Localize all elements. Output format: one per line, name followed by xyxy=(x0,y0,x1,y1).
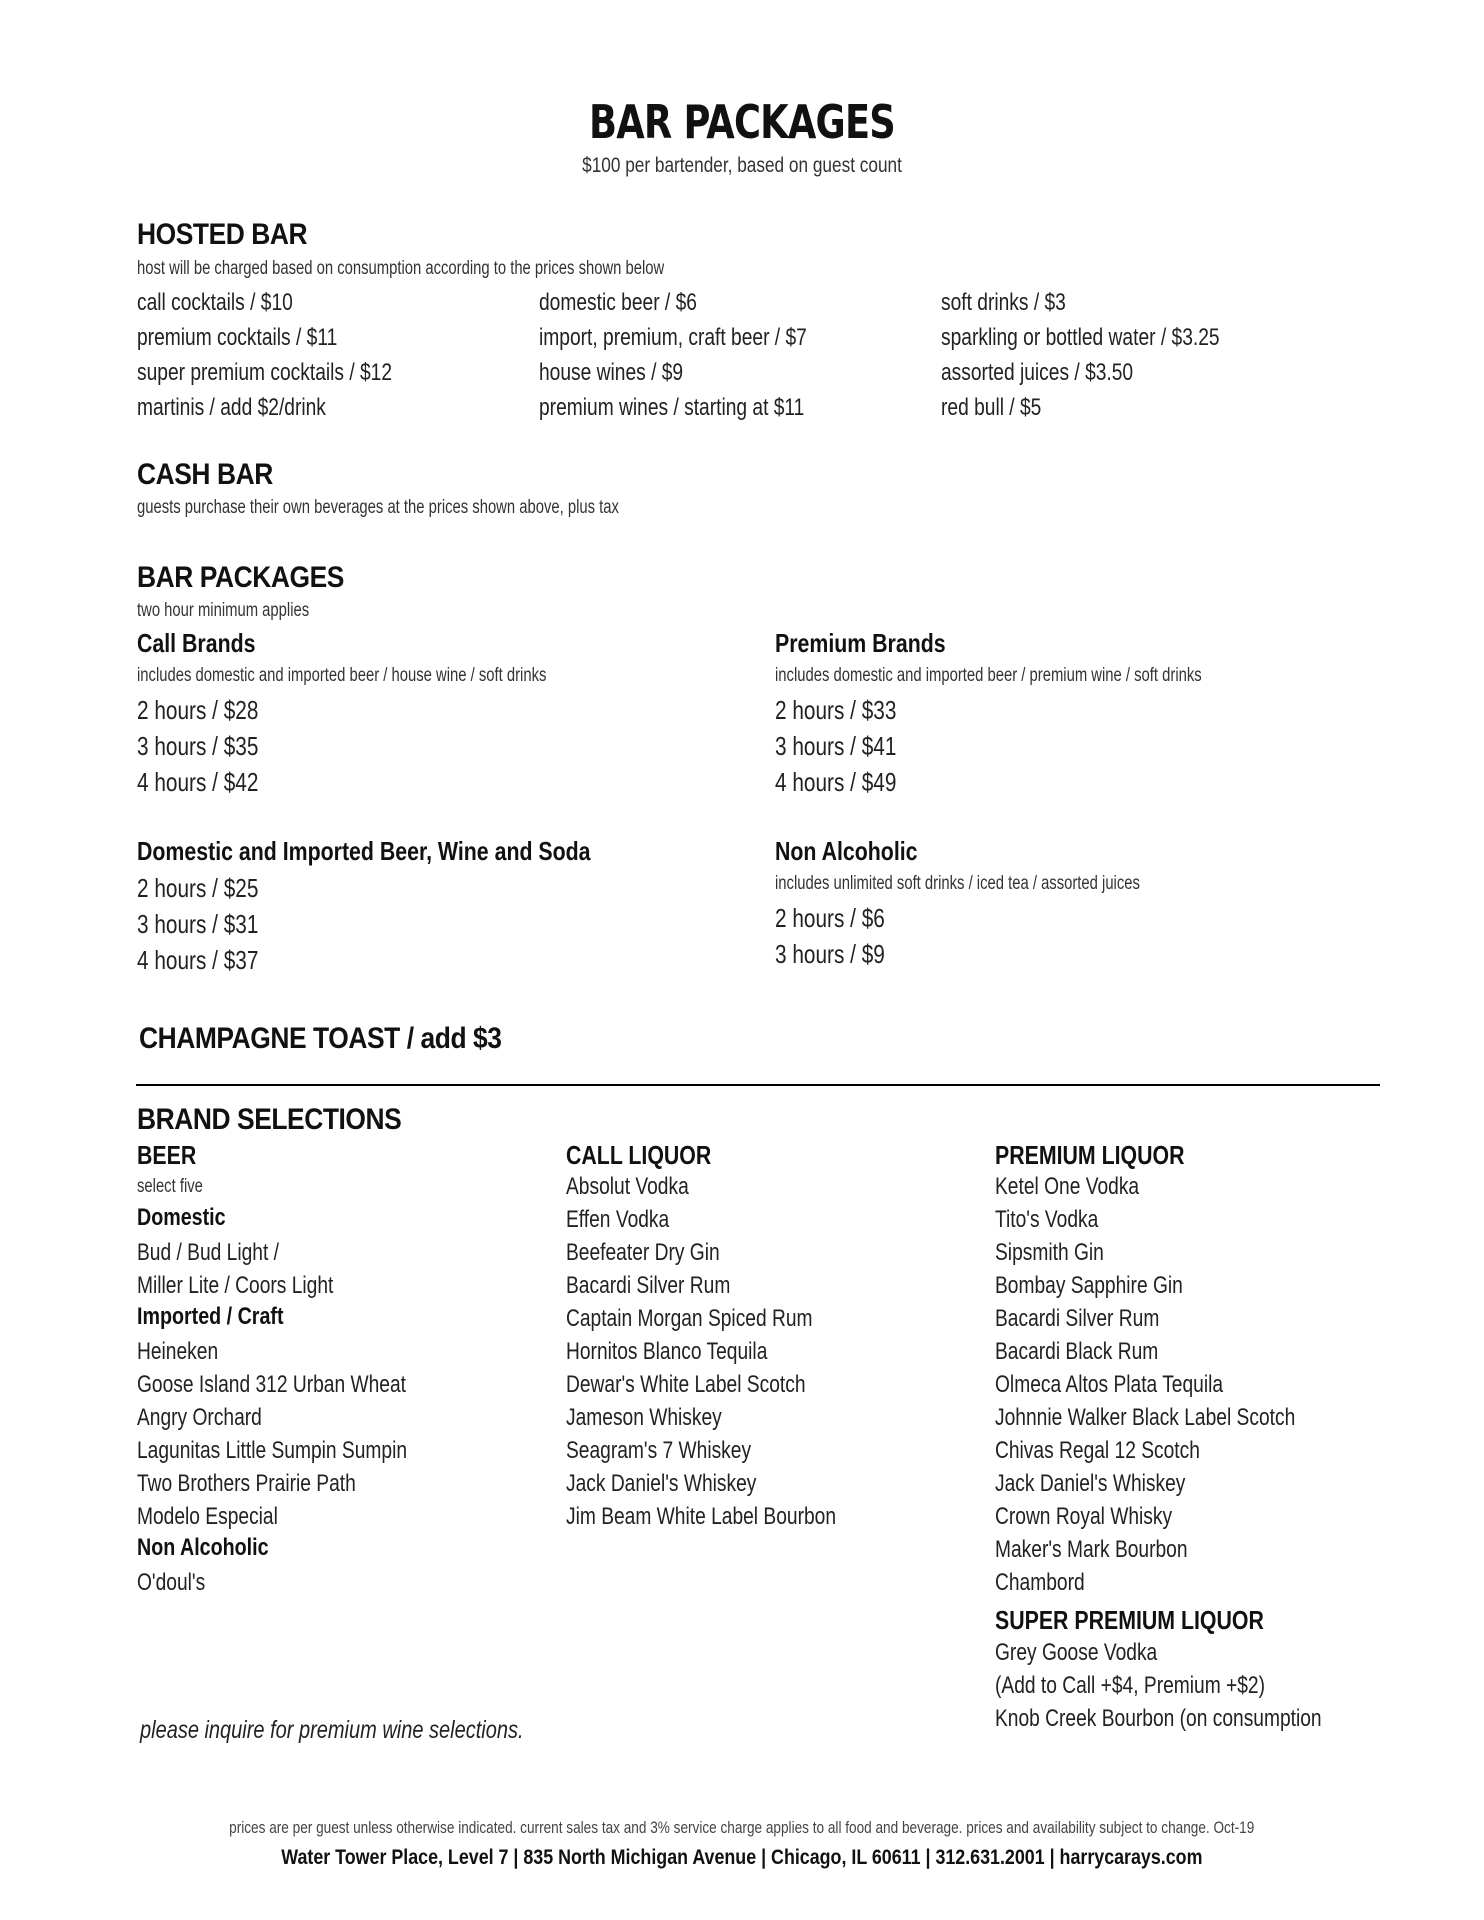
list-item: Beefeater Dry Gin xyxy=(566,1239,720,1266)
list-item: Goose Island 312 Urban Wheat xyxy=(137,1371,406,1398)
list-item: Angry Orchard xyxy=(137,1404,262,1431)
hosted-bar-heading: HOSTED BAR xyxy=(137,218,308,251)
package-price: 4 hours / $42 xyxy=(137,767,259,797)
beer-wine-soda-prices xyxy=(137,870,258,978)
list-item: Bacardi Black Rum xyxy=(995,1338,1159,1365)
call-liquor-heading: CALL LIQUOR xyxy=(566,1140,712,1170)
price-item: domestic beer / $6 xyxy=(539,289,697,316)
non-alcoholic-prices xyxy=(775,900,885,972)
non-alcoholic-heading: Non Alcoholic xyxy=(775,836,918,866)
list-item: Jack Daniel's Whiskey xyxy=(566,1470,757,1497)
price-item: house wines / $9 xyxy=(539,359,684,386)
package-price: 4 hours / $49 xyxy=(775,767,897,797)
list-item: Miller Lite / Coors Light xyxy=(137,1272,334,1299)
section-divider xyxy=(136,1084,1380,1086)
list-item: Jim Beam White Label Bourbon xyxy=(566,1503,836,1530)
price-item: super premium cocktails / $12 xyxy=(137,359,393,386)
champagne-toast: CHAMPAGNE TOAST / add $3 xyxy=(139,1022,502,1055)
hosted-bar-col-2 xyxy=(539,285,807,425)
list-item: Jameson Whiskey xyxy=(566,1404,722,1431)
non-alcoholic-beer-list xyxy=(137,1566,205,1599)
bar-packages-heading: BAR PACKAGES xyxy=(137,561,344,594)
imported-beer-list xyxy=(137,1335,407,1533)
package-price: 3 hours / $9 xyxy=(775,939,885,969)
list-item: (Add to Call +$4, Premium +$2) xyxy=(995,1672,1265,1699)
beer-heading: BEER xyxy=(137,1140,197,1170)
list-item: Effen Vodka xyxy=(566,1206,670,1233)
list-item: Olmeca Altos Plata Tequila xyxy=(995,1371,1224,1398)
domestic-beer-list xyxy=(137,1236,333,1302)
list-item: Crown Royal Whisky xyxy=(995,1503,1173,1530)
non-alcoholic-beer-heading: Non Alcoholic xyxy=(137,1534,269,1561)
non-alcoholic-note: includes unlimited soft drinks / iced tea / assorted juices xyxy=(775,873,1140,894)
list-item: Jack Daniel's Whiskey xyxy=(995,1470,1186,1497)
package-price: 3 hours / $41 xyxy=(775,731,897,761)
list-item: Seagram's 7 Whiskey xyxy=(566,1437,752,1464)
price-item: assorted juices / $3.50 xyxy=(941,359,1134,386)
package-price: 2 hours / $6 xyxy=(775,903,885,933)
premium-brands-prices xyxy=(775,692,896,800)
package-price: 3 hours / $31 xyxy=(137,909,259,939)
price-item: martinis / add $2/drink xyxy=(137,394,326,421)
beer-note: select five xyxy=(137,1176,203,1197)
package-price: 2 hours / $33 xyxy=(775,695,897,725)
premium-brands-note: includes domestic and imported beer / premium wine / soft drinks xyxy=(775,665,1202,686)
premium-liquor-list xyxy=(995,1170,1295,1599)
package-price: 2 hours / $25 xyxy=(137,873,259,903)
call-brands-heading: Call Brands xyxy=(137,628,256,658)
super-premium-heading: SUPER PREMIUM LIQUOR xyxy=(995,1605,1264,1635)
cash-bar-heading: CASH BAR xyxy=(137,458,273,491)
call-brands-prices xyxy=(137,692,258,800)
list-item: Knob Creek Bourbon (on consumption xyxy=(995,1705,1322,1732)
list-item: Maker's Mark Bourbon xyxy=(995,1536,1188,1563)
list-item: Modelo Especial xyxy=(137,1503,278,1530)
list-item: Sipsmith Gin xyxy=(995,1239,1104,1266)
list-item: Two Brothers Prairie Path xyxy=(137,1470,356,1497)
page-title: BAR PACKAGES xyxy=(588,95,895,149)
list-item: Hornitos Blanco Tequila xyxy=(566,1338,768,1365)
premium-liquor-heading: PREMIUM LIQUOR xyxy=(995,1140,1185,1170)
beer-wine-soda-heading: Domestic and Imported Beer, Wine and Soda xyxy=(137,836,591,866)
hosted-bar-col-3 xyxy=(941,285,1220,425)
list-item: Dewar's White Label Scotch xyxy=(566,1371,806,1398)
footer-disclaimer xyxy=(0,1818,1484,1838)
price-item: premium cocktails / $11 xyxy=(137,324,338,351)
price-item: call cocktails / $10 xyxy=(137,289,293,316)
premium-brands-heading: Premium Brands xyxy=(775,628,946,658)
hosted-bar-col-1 xyxy=(137,285,392,425)
footer-disclaimer-text: prices are per guest unless otherwise indicated. current sales tax and 3% service charge applies to all food and beverage. prices and availability subject to change. Oct-19 xyxy=(229,1818,1255,1837)
footer-address-text: Water Tower Place, Level 7 | 835 North Michigan Avenue | Chicago, IL 60611 | 312.631.2001 | harrycarays.com xyxy=(281,1846,1203,1869)
list-item: Chivas Regal 12 Scotch xyxy=(995,1437,1200,1464)
price-item: sparkling or bottled water / $3.25 xyxy=(941,324,1220,351)
list-item: Johnnie Walker Black Label Scotch xyxy=(995,1404,1296,1431)
list-item: O'doul's xyxy=(137,1569,206,1596)
list-item: Ketel One Vodka xyxy=(995,1173,1140,1200)
price-item: soft drinks / $3 xyxy=(941,289,1066,316)
list-item: Bacardi Silver Rum xyxy=(995,1305,1160,1332)
package-price: 3 hours / $35 xyxy=(137,731,259,761)
list-item: Chambord xyxy=(995,1569,1085,1596)
list-item: Bombay Sapphire Gin xyxy=(995,1272,1183,1299)
list-item: Grey Goose Vodka xyxy=(995,1639,1158,1666)
call-liquor-list xyxy=(566,1170,836,1533)
price-item: import, premium, craft beer / $7 xyxy=(539,324,807,351)
price-item: red bull / $5 xyxy=(941,394,1042,421)
package-price: 2 hours / $28 xyxy=(137,695,259,725)
wine-note: please inquire for premium wine selections. xyxy=(140,1716,524,1744)
list-item: Bacardi Silver Rum xyxy=(566,1272,731,1299)
super-premium-list xyxy=(995,1636,1322,1735)
list-item: Heineken xyxy=(137,1338,219,1365)
imported-heading: Imported / Craft xyxy=(137,1303,284,1330)
brand-selections-heading: BRAND SELECTIONS xyxy=(137,1103,402,1136)
page-subtitle: $100 per bartender, based on guest count xyxy=(582,154,902,177)
list-item: Absolut Vodka xyxy=(566,1173,689,1200)
list-item: Lagunitas Little Sumpin Sumpin xyxy=(137,1437,408,1464)
bar-packages-note: two hour minimum applies xyxy=(137,600,310,621)
cash-bar-note: guests purchase their own beverages at the prices shown above, plus tax xyxy=(137,497,619,518)
list-item: Captain Morgan Spiced Rum xyxy=(566,1305,813,1332)
list-item: Tito's Vodka xyxy=(995,1206,1099,1233)
list-item: Bud / Bud Light / xyxy=(137,1239,279,1266)
price-item: premium wines / starting at $11 xyxy=(539,394,805,421)
domestic-heading: Domestic xyxy=(137,1204,226,1231)
footer-address xyxy=(0,1846,1484,1870)
hosted-bar-note: host will be charged based on consumption according to the prices shown below xyxy=(137,258,665,279)
package-price: 4 hours / $37 xyxy=(137,945,259,975)
call-brands-note: includes domestic and imported beer / house wine / soft drinks xyxy=(137,665,547,686)
